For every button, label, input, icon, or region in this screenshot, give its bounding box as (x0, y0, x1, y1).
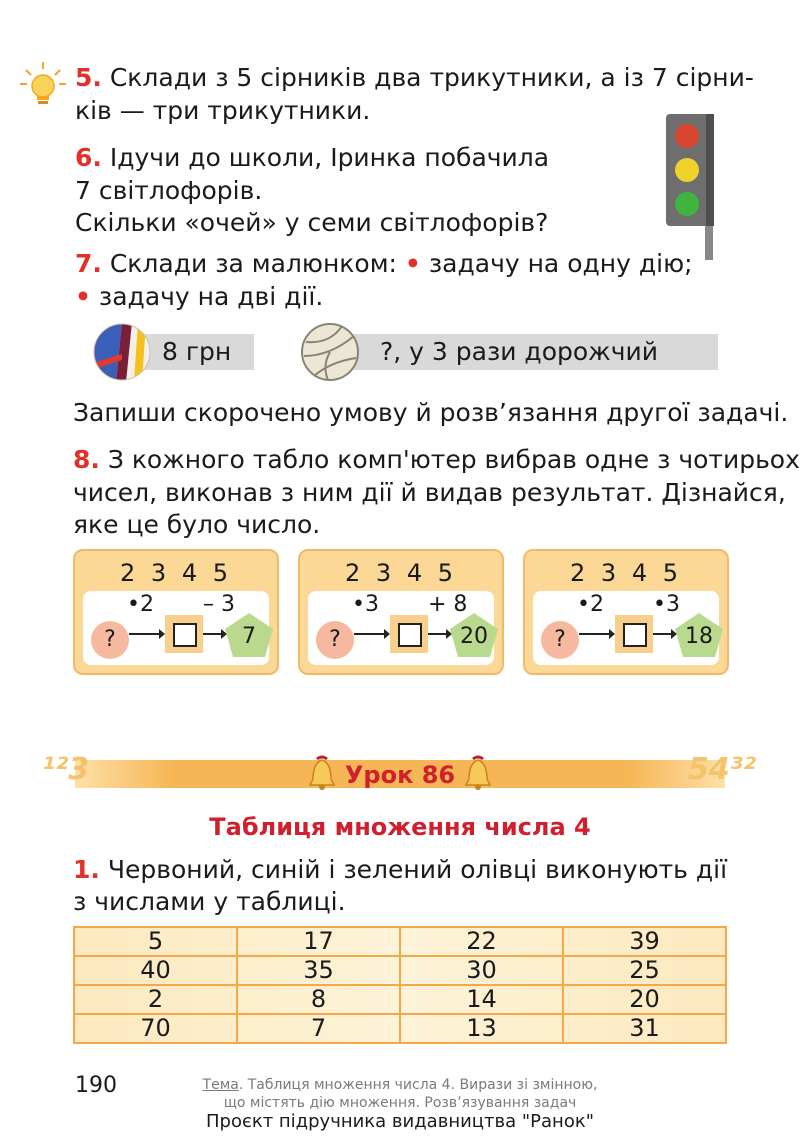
left-number-decoration: ¹²3 (42, 752, 90, 787)
publisher-line: Проєкт підручника видавництва "Ранок" (205, 1111, 594, 1132)
striped-ball-image (92, 322, 152, 382)
board-inner (533, 591, 719, 665)
blank-square (615, 615, 653, 653)
operation-1: •3 (352, 592, 379, 617)
board-digits: 2 3 4 5 (120, 559, 232, 587)
table-cell: 20 (563, 985, 726, 1014)
table-cell: 25 (563, 956, 726, 985)
task6-line3: Скільки «очей» у семи світлофорів? (75, 208, 549, 237)
puzzle-board-3 (523, 549, 729, 675)
table-row (74, 956, 726, 985)
puzzle-board-2 (298, 549, 504, 675)
table-cell: 13 (400, 1014, 563, 1043)
table-cell: 5 (74, 927, 237, 956)
result-pentagon (225, 613, 273, 657)
unknown-circle: ? (316, 621, 354, 659)
puzzle-board-1 (73, 549, 279, 675)
result-value: 20 (460, 624, 488, 649)
table-cell: 30 (400, 956, 563, 985)
table-cell: 17 (237, 927, 400, 956)
task1-line1: 1. Червоний, синій і зелений олівці виконують дії (73, 855, 728, 884)
table-cell: 7 (237, 1014, 400, 1043)
table-row (74, 1014, 726, 1043)
board-digits: 2 3 4 5 (345, 559, 457, 587)
task7-line1: 7. Склади за малюнком: • задачу на одну дію; (75, 249, 693, 278)
numbers-table (73, 926, 727, 1044)
task8-line2: чисел, виконав з ним дії й видав результат. Дізнайся, (73, 478, 786, 507)
lesson-title: Урок 86 (344, 761, 456, 789)
bullet-icon: • (404, 249, 421, 278)
task5-line1: 5. Склади з 5 сірників два трикутники, а із 7 сірни- (75, 63, 754, 92)
task8-line3: яке це було число. (73, 510, 321, 539)
table-cell: 8 (237, 985, 400, 1014)
result-value: 7 (242, 624, 256, 649)
bullet-icon: • (75, 282, 91, 311)
task6-number: 6. (75, 143, 102, 172)
table-cell: 39 (563, 927, 726, 956)
table-cell: 14 (400, 985, 563, 1014)
task8-line1: 8. З кожного табло комп'ютер вибрав одне з чотирьох (73, 445, 800, 474)
volleyball-price: ?, у 3 рази дорожчий (380, 337, 658, 366)
result-pentagon (450, 613, 498, 657)
topic-label: Тема (202, 1077, 239, 1093)
table-row (74, 985, 726, 1014)
task7-note: Запиши скорочено умову й розв’язання другої задачі. (73, 398, 789, 427)
board-inner (308, 591, 494, 665)
blank-square (390, 615, 428, 653)
task1-line2: з числами у таблиці. (73, 887, 346, 916)
task5-line2: ків — три трикутники. (75, 96, 371, 125)
lesson-heading (0, 755, 800, 793)
task5-number: 5. (75, 63, 102, 92)
right-number-decoration: 54³² (688, 752, 757, 787)
traffic-light-image (660, 112, 730, 262)
board-digits: 2 3 4 5 (570, 559, 682, 587)
arrow-icon (579, 627, 615, 641)
arrow-icon (203, 627, 227, 641)
task8-number: 8. (73, 445, 100, 474)
lesson-subtitle: Таблиця множення числа 4 (209, 813, 591, 841)
bell-icon (307, 755, 337, 791)
result-value: 18 (685, 624, 713, 649)
operation-2: •3 (653, 592, 680, 617)
footer-topic: Тема. Таблиця множення числа 4. Вирази зі змінною, що містять дію множення. Розв’язування задач (202, 1077, 598, 1111)
bell-icon (463, 755, 493, 791)
table-row (74, 927, 726, 956)
blank-square (165, 615, 203, 653)
operation-1: •2 (127, 592, 154, 617)
unknown-circle: ? (541, 621, 579, 659)
operation-2: + 8 (428, 592, 468, 617)
arrow-icon (653, 627, 677, 641)
volleyball-image (300, 322, 360, 382)
table-cell: 40 (74, 956, 237, 985)
arrow-icon (428, 627, 452, 641)
result-pentagon (675, 613, 723, 657)
table-cell: 31 (563, 1014, 726, 1043)
table-cell: 35 (237, 956, 400, 985)
arrow-icon (354, 627, 390, 641)
task7-line2: • задачу на дві дії. (75, 282, 324, 311)
task7-number: 7. (75, 249, 102, 278)
table-cell: 2 (74, 985, 237, 1014)
volleyball-price-bar (332, 334, 718, 370)
unknown-circle: ? (91, 621, 129, 659)
task6-line2: 7 світлофорів. (75, 176, 263, 205)
operation-1: •2 (577, 592, 604, 617)
board-inner (83, 591, 269, 665)
page-number: 190 (75, 1073, 117, 1098)
table-cell: 70 (74, 1014, 237, 1043)
table-cell: 22 (400, 927, 563, 956)
arrow-icon (129, 627, 165, 641)
ball-price: 8 грн (162, 337, 232, 366)
task6-line1: 6. Ідучи до школи, Іринка побачила (75, 143, 550, 172)
operation-2: – 3 (203, 592, 235, 617)
lightbulb-icon (18, 60, 68, 110)
task1-number: 1. (73, 855, 100, 884)
